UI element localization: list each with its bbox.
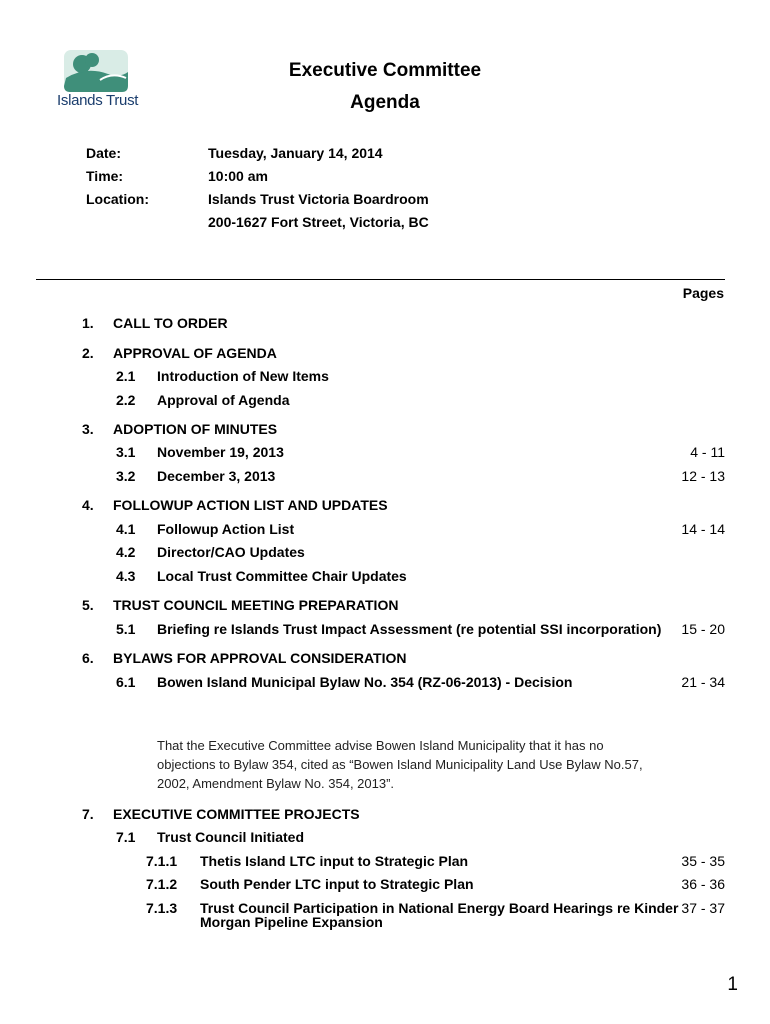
location-label: Location:: [86, 191, 149, 207]
page-range: 12 - 13: [681, 468, 725, 484]
page-range: 14 - 14: [681, 521, 725, 537]
subitem-number: 2.1: [116, 368, 136, 384]
date-label: Date:: [86, 145, 122, 161]
item-number: 7.: [82, 806, 94, 822]
page-range: 4 - 11: [690, 444, 725, 460]
subitem-number: 4.2: [116, 544, 136, 560]
item-number: 5.: [82, 597, 94, 613]
item-number: 3.: [82, 421, 94, 437]
page-range: 35 - 35: [681, 853, 725, 869]
subitem-title: November 19, 2013: [157, 444, 284, 460]
subsubitem-number: 7.1.2: [146, 876, 178, 892]
logo-text: Islands Trust: [57, 92, 139, 109]
item-title: EXECUTIVE COMMITTEE PROJECTS: [113, 806, 360, 822]
item-number: 1.: [82, 315, 94, 331]
subsubitem-title: Thetis Island LTC input to Strategic Plan: [200, 853, 469, 869]
item-title: CALL TO ORDER: [113, 315, 228, 331]
location-address: 200-1627 Fort Street, Victoria, BC: [208, 214, 429, 230]
subitem-number: 7.1: [116, 829, 136, 845]
item-title: TRUST COUNCIL MEETING PREPARATION: [113, 597, 399, 613]
subsubitem-title: South Pender LTC input to Strategic Plan: [200, 876, 474, 892]
item-number: 2.: [82, 345, 94, 361]
divider: [36, 279, 725, 280]
pages-header: Pages: [682, 285, 724, 301]
subitem-number: 3.2: [116, 468, 136, 484]
time-value: 10:00 am: [208, 168, 268, 184]
subitem-title: Bowen Island Municipal Bylaw No. 354 (RZ-06-2013) - Decision: [157, 674, 573, 690]
subitem-number: 2.2: [116, 392, 136, 408]
page-range: 21 - 34: [681, 674, 725, 690]
item-number: 6.: [82, 650, 94, 666]
subitem-title: Approval of Agenda: [157, 392, 290, 408]
item-title: APPROVAL OF AGENDA: [113, 345, 277, 361]
subitem-title: Followup Action List: [157, 521, 295, 537]
subitem-number: 6.1: [116, 674, 136, 690]
subitem-number: 4.3: [116, 568, 136, 584]
date-value: Tuesday, January 14, 2014: [208, 145, 383, 161]
page-number: 1: [727, 974, 738, 995]
subitem-number: 3.1: [116, 444, 136, 460]
subitem-title: December 3, 2013: [157, 468, 276, 484]
subitem-title: Trust Council Initiated: [157, 829, 305, 845]
page-subtitle: Agenda: [350, 92, 420, 113]
subitem-number: 5.1: [116, 621, 136, 637]
subsubitem-title-cont: Morgan Pipeline Expansion: [200, 914, 383, 930]
subitem-title: Briefing re Islands Trust Impact Assessment (re potential SSI incorporation): [157, 621, 662, 637]
page-range: 15 - 20: [681, 621, 725, 637]
page-range: 37 - 37: [681, 900, 725, 916]
resolution-text: That the Executive Committee advise Bowen Island Municipality that it has no objections to Bylaw 354, cited as “Bowen Island Municipality Land Use Bylaw No.57, 2002, Amendment Bylaw No. 354, 2013”.: [157, 738, 643, 791]
subitem-title: Director/CAO Updates: [157, 544, 305, 560]
location-value: Islands Trust Victoria Boardroom: [208, 191, 429, 207]
item-title: ADOPTION OF MINUTES: [113, 421, 278, 437]
item-title: BYLAWS FOR APPROVAL CONSIDERATION: [113, 650, 407, 666]
subsubitem-number: 7.1.3: [146, 900, 178, 916]
subitem-title: Introduction of New Items: [157, 368, 329, 384]
page-range: 36 - 36: [681, 876, 725, 892]
item-number: 4.: [82, 497, 94, 513]
item-title: FOLLOWUP ACTION LIST AND UPDATES: [113, 497, 388, 513]
subsubitem-number: 7.1.1: [146, 853, 178, 869]
subitem-title: Local Trust Committee Chair Updates: [157, 568, 407, 584]
page-title: Executive Committee: [288, 60, 482, 81]
time-label: Time:: [86, 168, 124, 184]
subsubitem-title: Trust Council Participation in National Energy Board Hearings re Kinder: [200, 900, 679, 916]
subitem-number: 4.1: [116, 521, 136, 537]
